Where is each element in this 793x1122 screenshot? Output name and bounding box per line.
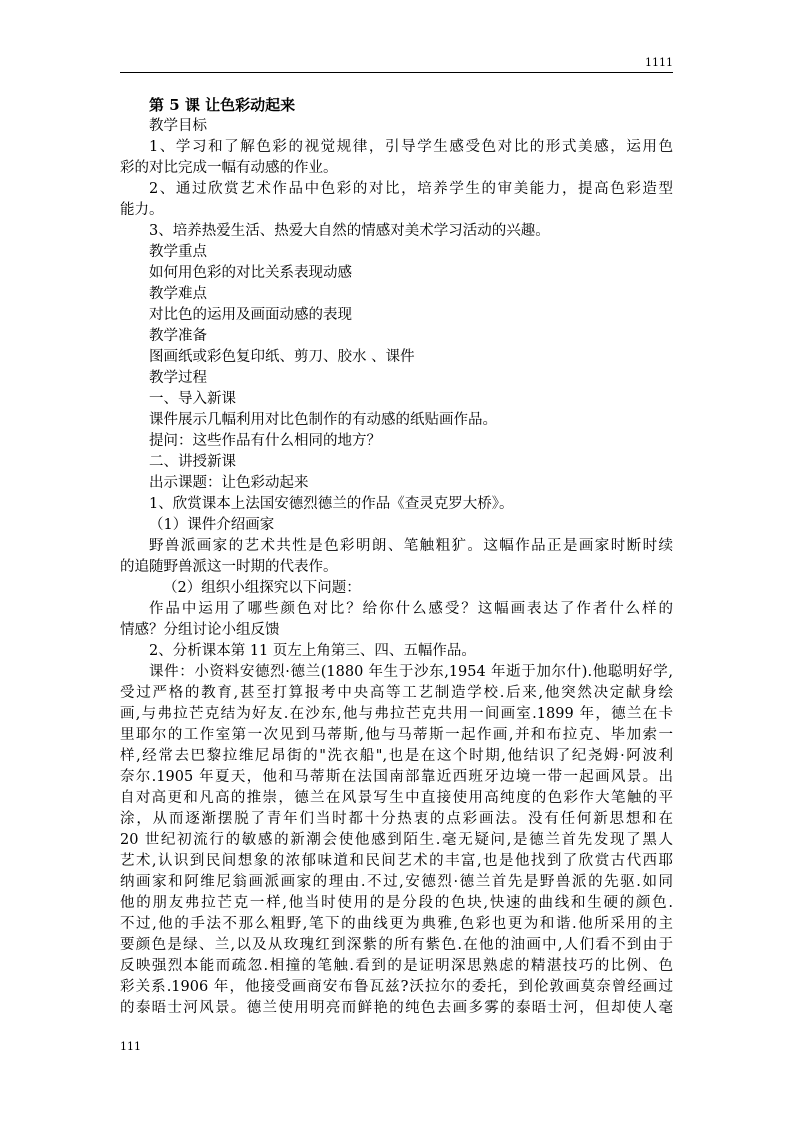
text-line: 的泰晤士河风景。德兰使用明亮而鲜艳的纯色去画多雾的泰晤士河，但却使人毫	[120, 1000, 673, 1016]
text-line: 要颜色是绿、兰,以及从玫瑰红到深紫的所有紫色.在他的油画中,人们看不到由于	[120, 937, 673, 953]
text-line: 二、讲授新课	[149, 454, 236, 470]
text-line: （2）组织小组探究以下问题：	[163, 580, 361, 596]
text-line: 情感？分组讨论小组反馈	[120, 622, 280, 638]
lesson-title: 第 5 课 让色彩动起来	[149, 96, 296, 114]
text-line: 能力。	[120, 202, 164, 218]
text-line: 教学过程	[149, 370, 207, 386]
text-line: 提问：这些作品有什么相同的地方？	[149, 433, 381, 449]
text-line: 教学重点	[149, 244, 207, 260]
page-header	[120, 56, 673, 73]
text-line: 涂，从而逐渐摆脱了青年们当时都十分热衷的点彩画法。没有任何新思想和在	[120, 811, 673, 827]
text-line: 1、欣赏课本上法国安德烈德兰的作品《查灵克罗大桥》。	[149, 496, 514, 512]
text-line: 他的朋友弗拉芒克一样,他当时使用的是分段的色块,快速的曲线和生硬的颜色.	[120, 895, 673, 911]
text-line: 彩的对比完成一幅有动感的作业。	[120, 160, 338, 176]
text-line: 3、培养热爱生活、热爱大自然的情感对美术学习活动的兴趣。	[149, 223, 550, 239]
text-line: 出示课题：让色彩动起来	[149, 475, 309, 491]
text-line: 教学难点	[149, 286, 207, 302]
text-line: 的追随野兽派这一时期的代表作。	[120, 559, 338, 575]
text-line: 自对高更和凡高的推崇，德兰在风景写生中直接使用高纯度的色彩作大笔触的平	[120, 790, 673, 806]
text-line: 对比色的运用及画面动感的表现	[149, 307, 352, 323]
text-line: 教学准备	[149, 328, 207, 344]
text-line: 图画纸或彩色复印纸、剪刀、胶水 、课件	[149, 349, 415, 365]
header-page-number: 1111	[645, 56, 673, 69]
text-line: 彩关系.1906 年，他接受画商安布鲁瓦兹?沃拉尔的委托，到伦敦画莫奈曾经画过	[120, 979, 673, 995]
text-line: 一、导入新课	[149, 391, 236, 407]
text-line: 1、学习和了解色彩的视觉规律，引导学生感受色对比的形式美感，运用色	[149, 139, 673, 155]
text-line: 艺术,认识到民间想象的浓郁味道和民间艺术的丰富,也是他找到了欣赏古代西耶	[120, 853, 673, 869]
text-line: 如何用色彩的对比关系表现动感	[149, 265, 352, 281]
text-line: 2、分析课本第 11 页左上角第三、四、五幅作品。	[149, 643, 476, 659]
text-line: 里耶尔的工作室第一次见到马蒂斯,他与马蒂斯一起作画,并和布拉克、毕加索一	[120, 727, 673, 743]
text-line: （1）课件介绍画家	[149, 517, 275, 533]
text-line: 课件：小资料安德烈·德兰(1880 年生于沙东,1954 年逝于加尔什).他聪明好学,	[149, 664, 673, 680]
text-line: 教学目标	[149, 118, 207, 134]
text-line: 奈尔.1905 年夏天，他和马蒂斯在法国南部靠近西班牙边境一带一起画风景。出	[120, 769, 673, 785]
text-line: 20 世纪初流行的敏感的新潮会使他感到陌生.毫无疑问,是德兰首先发现了黑人	[120, 832, 673, 848]
text-line: 样,经常去巴黎拉维尼昂街的"洗衣船",也是在这个时期,他结识了纪尧姆·阿波利	[120, 748, 673, 764]
text-line: 不过,他的手法不那么粗野,笔下的曲线更为典雅,色彩也更为和谐.他所采用的主	[120, 916, 673, 932]
document-body	[120, 95, 673, 1019]
text-line: 受过严格的教育,甚至打算报考中央高等工艺制造学校.后来,他突然决定献身绘	[120, 685, 673, 701]
text-line: 课件展示几幅利用对比色制作的有动感的纸贴画作品。	[149, 412, 497, 428]
text-line: 画,与弗拉芒克结为好友.在沙东,他与弗拉芒克共用一间画室.1899 年，德兰在卡	[120, 706, 673, 722]
text-line: 反映强烈本能而疏忽.相撞的笔触.看到的是证明深思熟虑的精湛技巧的比例、色	[120, 958, 673, 974]
text-line: 野兽派画家的艺术共性是色彩明朗、笔触粗犷。这幅作品正是画家时断时续	[149, 538, 673, 554]
text-line: 2、通过欣赏艺术作品中色彩的对比，培养学生的审美能力，提高色彩造型	[149, 181, 673, 197]
text-line: 纳画家和阿维尼翁画派画家的理由.不过,安德烈·德兰首先是野兽派的先驱.如同	[120, 874, 673, 890]
footer-page-number: 111	[120, 1040, 141, 1053]
text-line: 作品中运用了哪些颜色对比？给你什么感受？这幅画表达了作者什么样的	[149, 601, 673, 617]
